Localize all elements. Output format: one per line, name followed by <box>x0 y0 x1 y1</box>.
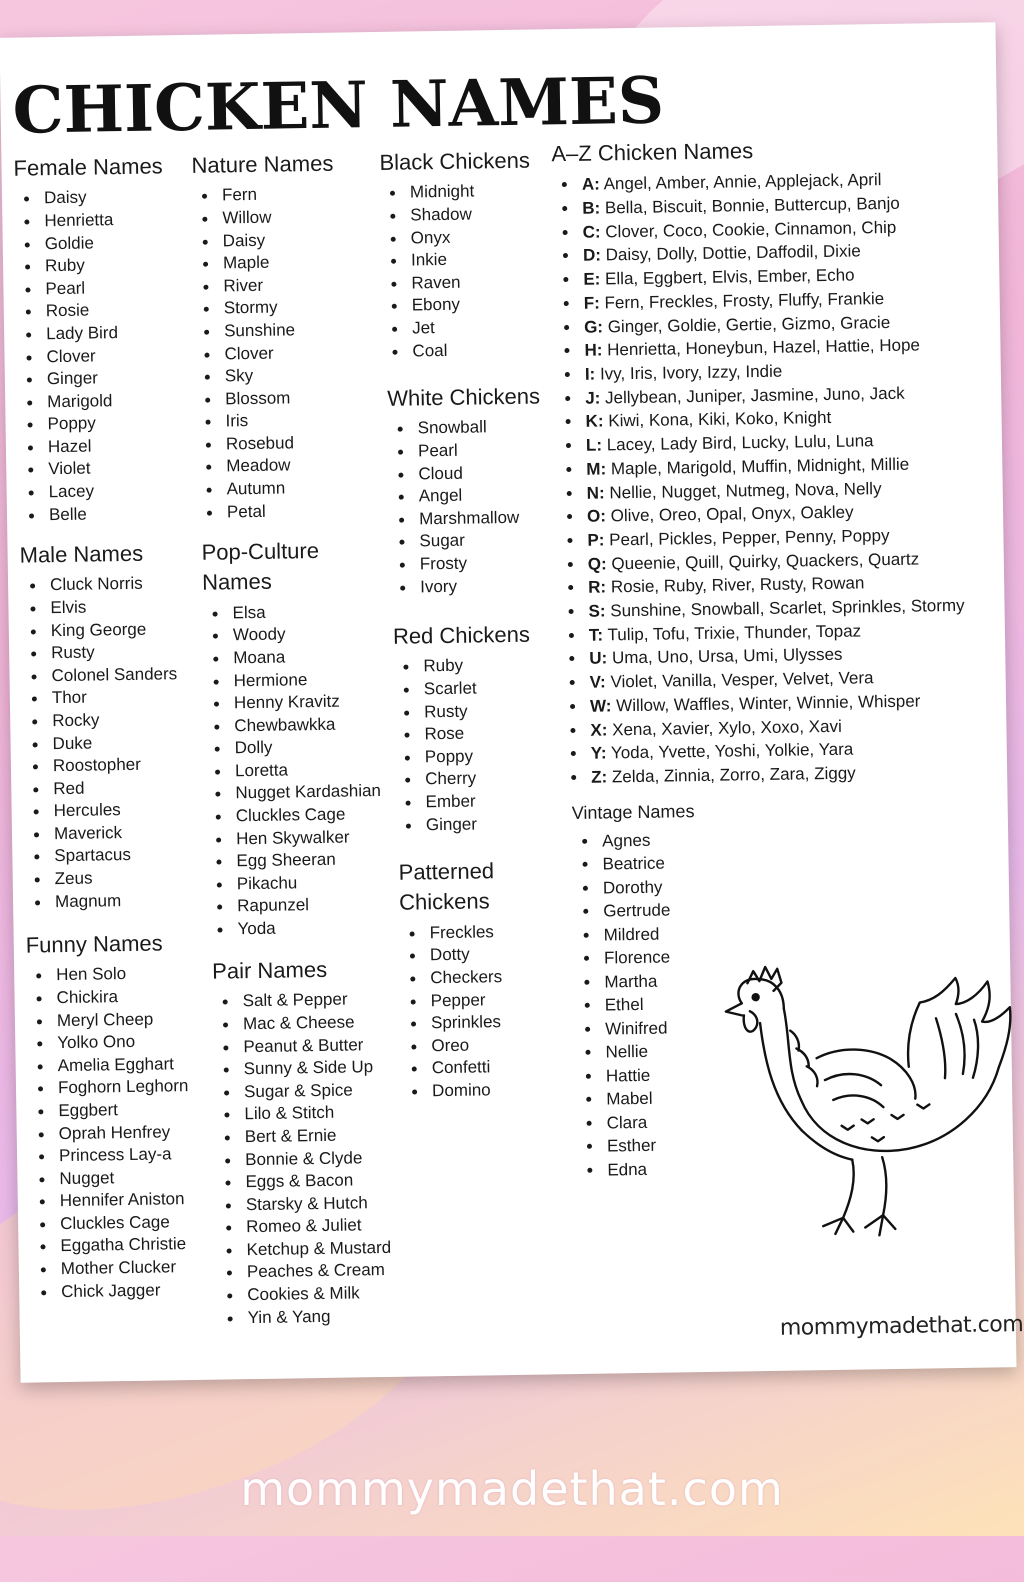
list-item: Peanut & Butter <box>243 1033 388 1058</box>
list-item: Pepper <box>431 989 503 1013</box>
letter-label: S: <box>588 601 606 621</box>
section-heading: White Chickens <box>387 383 541 411</box>
list-item: Dotty <box>430 943 502 967</box>
name-list <box>399 921 504 1103</box>
list-item: Clover <box>224 341 336 365</box>
letter-names: Clover, Coco, Cookie, Cinnamon, Chip <box>605 217 897 242</box>
name-list <box>20 573 181 914</box>
section-heading: Funny Names <box>25 930 163 958</box>
name-list <box>572 828 700 1182</box>
letter-label: B: <box>582 198 601 218</box>
list-item: Mabel <box>606 1086 699 1111</box>
name-list <box>212 988 392 1330</box>
section-heading: Red Chickens <box>392 621 531 649</box>
list-item: Marshmallow <box>419 506 542 531</box>
letter-names: Sunshine, Snowball, Scarlet, Sprinkles, Stormy <box>610 595 965 621</box>
list-item: Dolly <box>235 735 381 760</box>
white-chickens-section <box>387 381 543 598</box>
list-item: Ember <box>425 790 532 814</box>
letter-label: E: <box>583 269 601 289</box>
list-item: Petal <box>227 499 339 523</box>
section-heading: Female Names <box>13 153 163 181</box>
letter-label: I: <box>584 364 596 384</box>
letter-label: R: <box>588 577 607 598</box>
list-item: Nugget <box>59 1166 190 1191</box>
list-item: Iris <box>225 409 337 433</box>
list-item: Henny Kravitz <box>234 690 380 715</box>
list-item: Cloud <box>418 461 541 486</box>
letter-names: Henrietta, Honeybun, Hazel, Hattie, Hope <box>607 335 921 360</box>
list-item: Chickira <box>56 985 187 1010</box>
red-chickens-section <box>393 620 533 837</box>
list-item: Poppy <box>47 412 166 436</box>
letter-label: A: <box>581 174 600 195</box>
male-names-section <box>19 538 181 914</box>
letter-label: Q: <box>587 554 607 574</box>
letter-names: Kiwi, Kona, Kiki, Koko, Knight <box>608 408 832 431</box>
letter-label: O: <box>586 506 607 526</box>
list-item: Pikachu <box>237 871 383 896</box>
list-item: Cookies & Milk <box>247 1282 392 1307</box>
list-item: Foghorn Leghorn <box>58 1075 189 1100</box>
list-item: Domino <box>432 1079 504 1103</box>
list-item: Yolko Ono <box>57 1030 188 1055</box>
vintage-names-section <box>572 799 701 1182</box>
list-item: Shadow <box>410 203 531 227</box>
page-title: CHICKEN NAMES <box>12 63 665 149</box>
list-item: Angel <box>419 484 542 509</box>
letter-label: Y: <box>590 743 607 763</box>
pop-culture-names-section <box>201 535 383 941</box>
list-item: Egg Sheeran <box>236 848 382 873</box>
list-item: Rocky <box>52 708 178 733</box>
list-item: Poppy <box>425 744 532 768</box>
name-list <box>192 183 339 524</box>
list-item: Moana <box>233 645 379 670</box>
letter-label: Z: <box>591 767 608 787</box>
list-item: Meryl Cheep <box>57 1008 188 1033</box>
letter-names: Tulip, Tofu, Trixie, Thunder, Topaz <box>607 621 862 645</box>
list-item: Meadow <box>226 454 338 478</box>
section-heading <box>201 535 377 598</box>
list-item: Loretta <box>235 758 381 783</box>
list-item: Eggatha Christie <box>60 1234 191 1259</box>
list-item: Fern <box>222 183 334 207</box>
letter-label: J: <box>585 388 601 408</box>
list-item: Sky <box>225 364 337 388</box>
list-item: Beatrice <box>602 851 695 876</box>
list-item: Ebony <box>412 293 533 317</box>
list-item: Duke <box>52 731 178 756</box>
letter-names: Uma, Uno, Ursa, Umi, Ulysses <box>611 645 843 668</box>
list-item: Autumn <box>226 477 338 501</box>
list-item: Henrietta <box>44 208 163 232</box>
section-heading: Vintage Names <box>571 801 695 824</box>
list-item: Zeus <box>55 866 181 891</box>
list-item: Cluckles Cage <box>236 803 382 828</box>
list-item: Elsa <box>232 600 378 625</box>
list-item: Lacey <box>48 479 167 503</box>
list-item: Scarlet <box>424 677 531 701</box>
list-item: Jet <box>412 315 533 339</box>
list-item: Agnes <box>602 828 695 853</box>
letter-names: Jellybean, Juniper, Jasmine, Juno, Jack <box>604 383 905 408</box>
letter-label: M: <box>586 459 607 479</box>
list-item: Hen Skywalker <box>236 826 382 851</box>
list-item: River <box>223 273 335 297</box>
list-item: Hazel <box>48 434 167 458</box>
section-heading: Pair Names <box>211 956 328 984</box>
letter-label: P: <box>587 530 605 550</box>
list-item: Sunshine <box>224 319 336 343</box>
list-item: Amelia Egghart <box>57 1053 188 1078</box>
list-item: Checkers <box>430 966 502 990</box>
list-item: Eggs & Bacon <box>245 1169 390 1194</box>
name-list <box>388 416 544 599</box>
letter-label: H: <box>584 340 603 361</box>
letter-names: Xena, Xavier, Xylo, Xoxo, Xavi <box>612 716 842 739</box>
list-item: Sprinkles <box>431 1011 503 1035</box>
list-item: Ruby <box>423 654 530 678</box>
list-item: Florence <box>604 945 697 970</box>
letter-label: W: <box>589 696 612 716</box>
section-heading: A–Z Chicken Names <box>551 138 754 167</box>
list-item: Bonnie & Clyde <box>245 1146 390 1171</box>
list-item: Rusty <box>51 640 177 665</box>
list-item: Peaches & Cream <box>247 1259 392 1284</box>
list-item: Chick Jagger <box>61 1279 192 1304</box>
list-item: Hennifer Aniston <box>60 1188 191 1213</box>
list-item: Eggbert <box>58 1098 189 1123</box>
list-item: Yoda <box>237 916 383 941</box>
list-item: Starsky & Hutch <box>246 1192 391 1217</box>
list-item: Rusty <box>424 699 531 723</box>
list-item: Stormy <box>224 296 336 320</box>
list-item: Martha <box>604 969 697 994</box>
patterned-chickens-section <box>398 856 504 1103</box>
printable-sheet <box>0 22 1024 1382</box>
name-list <box>202 600 383 942</box>
list-item: Oprah Henfrey <box>59 1121 190 1146</box>
letter-names: Pearl, Pickles, Pepper, Penny, Poppy <box>609 525 890 550</box>
letter-label: D: <box>582 245 602 266</box>
section-heading <box>398 856 501 918</box>
letter-names: Lacey, Lady Bird, Lucky, Lulu, Luna <box>606 431 874 455</box>
list-item: Thor <box>52 686 178 711</box>
black-chickens-section <box>379 146 533 363</box>
list-item: Oreo <box>431 1034 503 1058</box>
list-item: Colonel Sanders <box>51 663 177 688</box>
list-item: Sunny & Side Up <box>244 1056 389 1081</box>
list-item: Daisy <box>223 228 335 252</box>
list-item: Ginger <box>426 812 533 836</box>
heading-line: Pop-Culture <box>201 537 320 565</box>
list-item: Confetti <box>432 1056 504 1080</box>
pair-names-section <box>212 954 392 1330</box>
letter-names: Willow, Waffles, Winter, Winnie, Whisper <box>616 691 921 716</box>
list-item: Mother Clucker <box>61 1256 192 1281</box>
list-item: Edna <box>607 1157 700 1182</box>
list-item: Cluck Norris <box>50 573 176 598</box>
letter-names: Ella, Eggbert, Elvis, Ember, Echo <box>604 265 855 289</box>
site-watermark: mommymadethat.com <box>779 1311 1024 1341</box>
footer-website: mommymadethat.com <box>240 1462 784 1516</box>
list-item: Goldie <box>45 231 164 255</box>
list-item: Cherry <box>425 767 532 791</box>
list-item: Maple <box>223 251 335 275</box>
list-item: Dorothy <box>603 875 696 900</box>
list-item: Nugget Kardashian <box>235 780 381 805</box>
list-item: King George <box>51 618 177 643</box>
list-item: Rosie <box>46 299 165 323</box>
letter-names: Queenie, Quill, Quirky, Quackers, Quartz <box>611 549 920 573</box>
list-item: Winifred <box>605 1016 698 1041</box>
letter-label: K: <box>585 411 604 432</box>
letter-names: Ginger, Goldie, Gertie, Gizmo, Gracie <box>607 312 891 336</box>
letter-names: Ivy, Iris, Ivory, Izzy, Indie <box>599 361 783 384</box>
section-heading: Black Chickens <box>379 147 531 175</box>
list-item: Frosty <box>420 551 543 576</box>
list-item: Coal <box>412 338 533 362</box>
list-item: Bert & Ernie <box>245 1124 390 1149</box>
list-item: Hercules <box>53 798 179 823</box>
letter-label: T: <box>588 625 604 645</box>
nature-names-section <box>191 149 339 524</box>
list-item: Snowball <box>418 416 541 441</box>
letter-label: G: <box>583 317 604 337</box>
letter-names: Zelda, Zinnia, Zorro, Zara, Ziggy <box>611 763 856 787</box>
letter-names: Nellie, Nugget, Nutmeg, Nova, Nelly <box>609 478 882 502</box>
list-item: Willow <box>222 206 334 230</box>
letter-names: Daisy, Dolly, Dottie, Daffodil, Dixie <box>605 241 861 265</box>
letter-names: Fern, Freckles, Frosty, Fluffy, Frankie <box>604 288 885 313</box>
heading-line: Patterned <box>398 858 495 885</box>
list-item: Romeo & Juliet <box>246 1214 391 1239</box>
list-item: Clara <box>606 1110 699 1135</box>
list-item: Magnum <box>55 889 181 914</box>
letter-label: V: <box>589 672 606 692</box>
list-item: Rapunzel <box>237 893 383 918</box>
heading-line: Chickens <box>398 888 490 916</box>
a-z-names-section <box>551 133 967 790</box>
list-item: Onyx <box>411 225 532 249</box>
list-item: Chewbawkka <box>234 713 380 738</box>
list-item: Ginger <box>47 366 166 390</box>
list-item: Pearl <box>418 438 541 463</box>
list-item: Hattie <box>606 1063 699 1088</box>
heading-line: Names <box>201 569 272 596</box>
list-item: Hen Solo <box>56 962 187 987</box>
letter-label: C: <box>582 222 601 242</box>
funny-names-section <box>26 928 192 1304</box>
list-item: Hermione <box>233 668 379 693</box>
list-item: Rosebud <box>226 432 338 456</box>
list-item: Violet <box>48 457 167 481</box>
name-list <box>14 186 168 527</box>
list-item: Lilo & Stitch <box>244 1101 389 1126</box>
list-item: Salt & Pepper <box>242 988 387 1013</box>
name-list <box>393 654 533 837</box>
letter-names: Violet, Vanilla, Vesper, Velvet, Vera <box>610 668 874 692</box>
list-item: Marigold <box>47 389 166 413</box>
list-item: Ivory <box>420 574 543 599</box>
list-item: Daisy <box>44 186 163 210</box>
list-item: Gertrude <box>603 898 696 923</box>
list-item: Clover <box>46 344 165 368</box>
letter-names: Rosie, Ruby, River, Rusty, Rowan <box>610 573 865 597</box>
list-item: Freckles <box>429 921 501 945</box>
list-item: Maverick <box>54 821 180 846</box>
list-item: Rose <box>424 722 531 746</box>
hen-illustration <box>719 947 1024 1262</box>
letter-names: Yoda, Yvette, Yoshi, Yolkie, Yara <box>610 739 854 763</box>
list-item: Woody <box>233 622 379 647</box>
list-item: Ruby <box>45 253 164 277</box>
list-item: Sugar <box>419 529 542 554</box>
list-item: Princess Lay-a <box>59 1143 190 1168</box>
list-item: Lady Bird <box>46 321 165 345</box>
list-item: Ketchup & Mustard <box>246 1237 391 1262</box>
list-item: Mildred <box>603 922 696 947</box>
list-item: Mac & Cheese <box>243 1011 388 1036</box>
list-item: Red <box>53 776 179 801</box>
list-item: Midnight <box>410 180 531 204</box>
female-names-section <box>13 151 168 527</box>
letter-label: N: <box>586 482 605 503</box>
list-item: Spartacus <box>54 844 180 869</box>
letter-names: Bella, Biscuit, Bonnie, Buttercup, Banjo <box>604 193 900 218</box>
letter-label: L: <box>585 435 603 455</box>
list-item: Pearl <box>45 276 164 300</box>
letter-names: Olive, Oreo, Opal, Onyx, Oakley <box>610 502 854 526</box>
name-list <box>380 180 533 363</box>
list-item: Sugar & Spice <box>244 1079 389 1104</box>
letter-label: F: <box>583 293 600 313</box>
letter-names: Maple, Marigold, Muffin, Midnight, Millie <box>610 454 910 479</box>
letter-names: Angel, Amber, Annie, Applejack, April <box>603 170 882 194</box>
list-item: Roostopher <box>53 753 179 778</box>
name-list <box>26 962 192 1303</box>
list-item: Inkie <box>411 248 532 272</box>
list-item: Ethel <box>605 992 698 1017</box>
list-item: Esther <box>607 1133 700 1158</box>
list-item: Belle <box>49 502 168 526</box>
list-item: Blossom <box>225 386 337 410</box>
list-item <box>591 760 967 790</box>
list-item: Raven <box>411 270 532 294</box>
letter-label: X: <box>590 719 608 740</box>
list-item: Nellie <box>605 1039 698 1064</box>
list-item: Elvis <box>50 595 176 620</box>
list-item: Cluckles Cage <box>60 1211 191 1236</box>
list-item: Yin & Yang <box>247 1305 392 1330</box>
section-heading: Nature Names <box>191 150 334 178</box>
a-z-list <box>552 167 968 790</box>
letter-label: U: <box>589 648 608 669</box>
section-heading: Male Names <box>19 540 144 568</box>
